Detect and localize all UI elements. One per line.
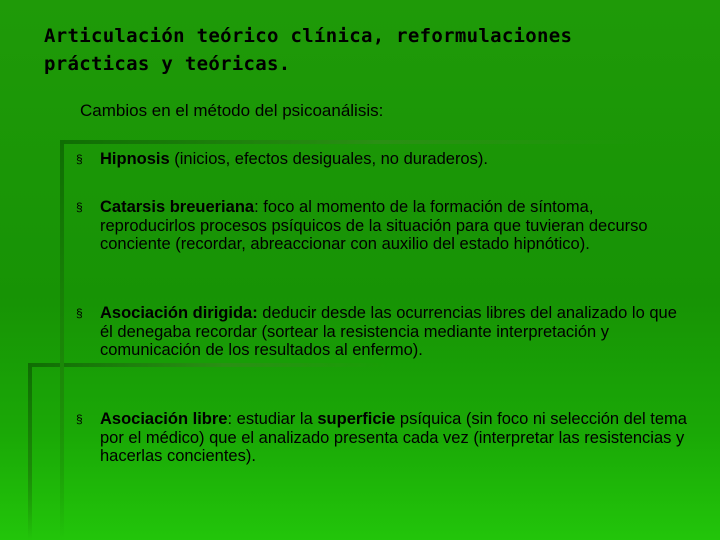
slide-title	[44, 22, 694, 78]
bullet-text	[100, 304, 688, 360]
bullet-marker: §	[76, 152, 83, 166]
bullet-marker: §	[76, 200, 83, 214]
bullet-term: Asociación dirigida:	[100, 304, 258, 322]
bullet-asociacion-libre	[76, 410, 688, 466]
decorative-horizontal-line-top	[60, 140, 640, 144]
bullet-description: : estudiar la	[227, 410, 318, 428]
bullet-marker: §	[76, 306, 83, 320]
bullet-term: Asociación libre	[100, 410, 228, 428]
bullet-text	[100, 150, 688, 169]
title-line-1: Articulación teórico clínica, reformulaciones	[44, 25, 573, 47]
bullet-catarsis	[76, 198, 688, 254]
bullet-hipnosis	[76, 150, 688, 169]
bullet-description: (inicios, efectos desiguales, no duraderos).	[169, 150, 488, 168]
bullet-description-end: psíquica (sin foco ni selección del tema por el médico) que el analizado presenta cada vez (interpretar las resistencias y hacerlas concientes).	[100, 410, 687, 465]
bullet-asociacion-dirigida	[76, 304, 688, 360]
bullet-marker: §	[76, 412, 83, 426]
bullet-description: : foco al momento de la formación de síntoma, reproducirlos procesos psíquicos de la situación para que tuvieran decurso conciente (recordar, abreaccionar con auxilio del estado hipnótico).	[100, 198, 648, 253]
decorative-vertical-line-inner	[60, 140, 64, 540]
bullet-text	[100, 198, 688, 254]
decorative-horizontal-line-middle	[28, 363, 386, 367]
bullet-term-emphasis: superficie	[317, 410, 396, 428]
bullet-term: Catarsis breueriana	[100, 198, 255, 216]
bullet-description: deducir desde las ocurrencias libres del analizado lo que él denegaba recordar (sortear la resistencia mediante interpretación y comunicación de los resultados al enfermo).	[100, 304, 677, 359]
bullet-term: Hipnosis	[100, 150, 170, 168]
slide-subtitle: Cambios en el método del psicoanálisis:	[80, 101, 384, 120]
decorative-vertical-line-left	[28, 366, 32, 540]
title-line-2: prácticas y teóricas.	[44, 53, 291, 75]
bullet-text	[100, 410, 688, 466]
